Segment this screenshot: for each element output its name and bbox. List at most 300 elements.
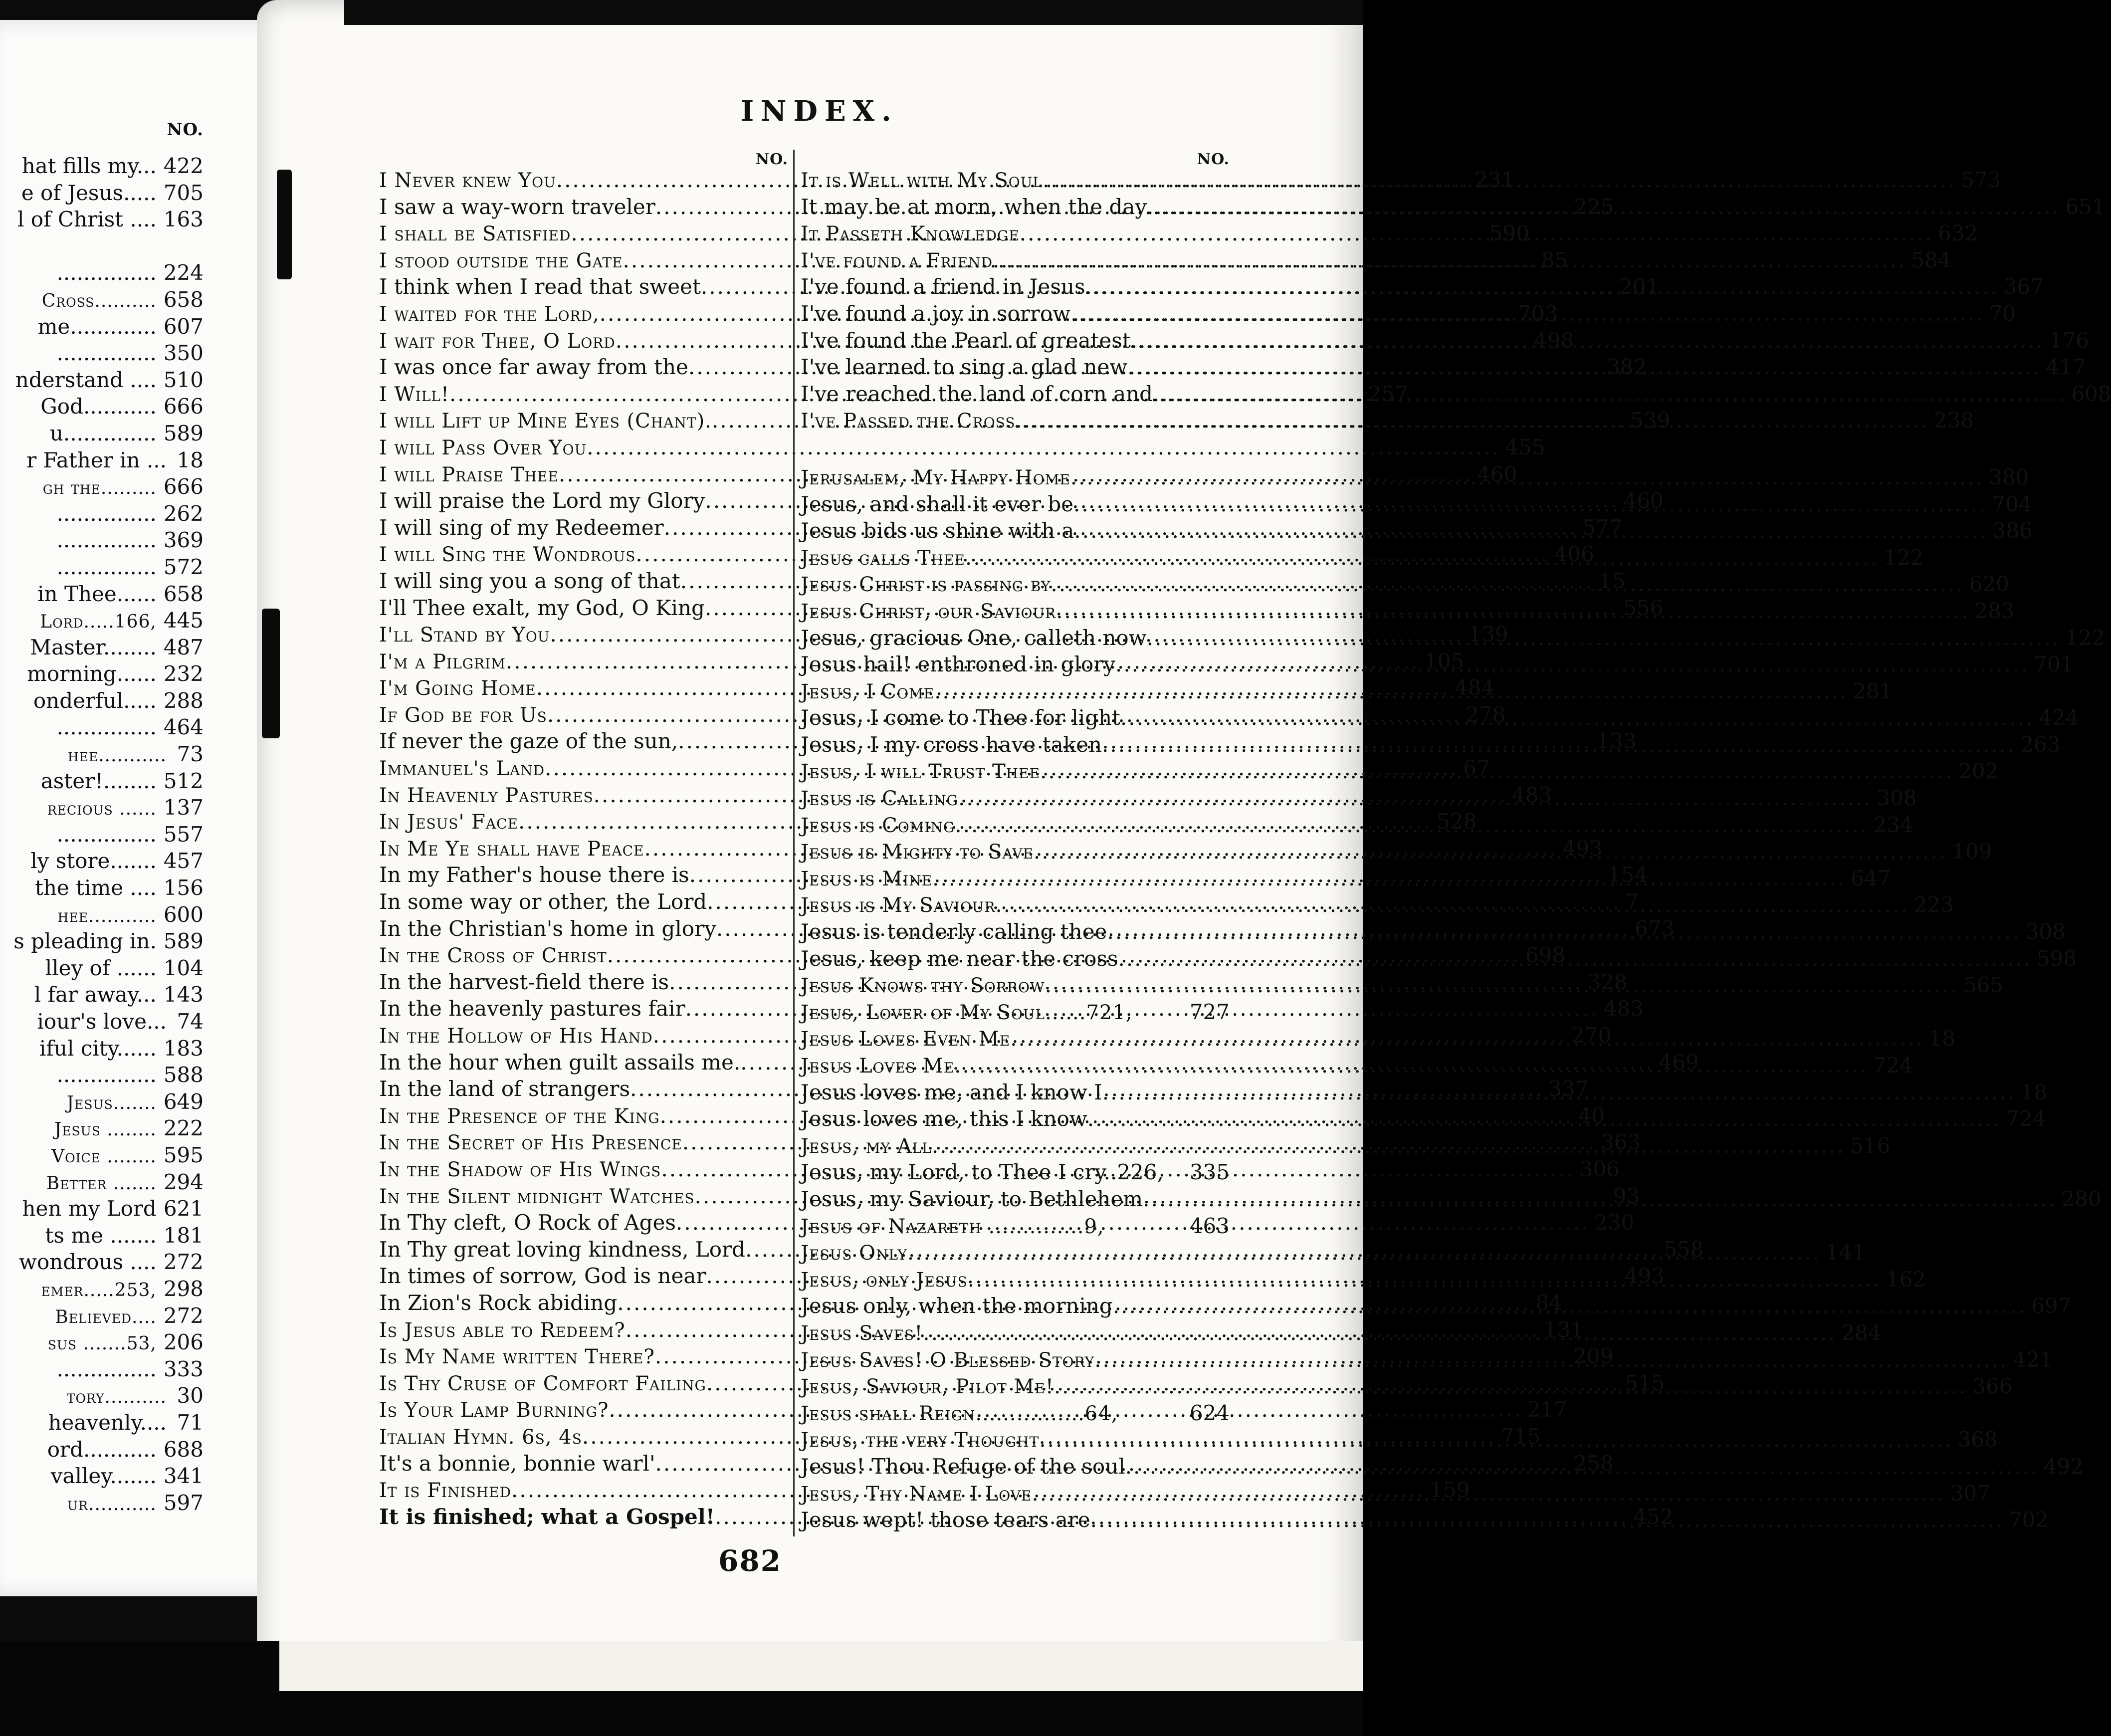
- entry-hymn-number: 658: [163, 287, 204, 312]
- entry-title: I Never knew You: [379, 169, 556, 192]
- index-entry: [0, 1116, 204, 1143]
- entry-title: onderful.....: [33, 688, 157, 713]
- entry-title: Believed....: [55, 1306, 157, 1327]
- entry-title: In Heavenly Pastures: [379, 784, 594, 807]
- entry-hymn-number: 133: [1596, 729, 1637, 754]
- entry-title: Jesus Loves Me: [801, 1055, 955, 1078]
- entry-hymn-number: 7: [1625, 889, 1639, 914]
- index-entry: [0, 1303, 204, 1330]
- entry-hymn-number: 382: [1607, 355, 1647, 380]
- entry-hymn-number: 417: [2046, 355, 2086, 380]
- entry-hymn-number: 222: [163, 1116, 204, 1141]
- entry-hymn-number: 176: [2049, 328, 2090, 353]
- entry-title: iful city......: [39, 1036, 157, 1061]
- entry-hymn-number: 565: [1963, 973, 2004, 998]
- entry-title: ur...........: [67, 1494, 157, 1515]
- entry-hymn-number: 183: [163, 1036, 204, 1061]
- entry-title: I waited for the Lord,: [379, 302, 600, 326]
- entry-hymn-number: 281: [1853, 678, 1893, 703]
- entry-title: emer.....253,: [41, 1280, 157, 1301]
- entry-title: I'm Going Home: [379, 677, 536, 700]
- entry-title: Jesus is Coming: [801, 814, 955, 837]
- entry-hymn-number: 573: [1961, 168, 2001, 192]
- entry-title: It's a bonnie, bonnie warl': [379, 1451, 655, 1476]
- entry-hymn-number: 460: [1623, 488, 1664, 513]
- entry-title: In the Silent midnight Watches: [379, 1185, 695, 1208]
- entry-title: Jerusalem, My Happy Home: [801, 466, 1070, 489]
- index-entry: [0, 929, 204, 956]
- entry-title: God...........: [40, 394, 157, 419]
- entry-title: Jesus Christ is passing by: [801, 573, 1051, 597]
- entry-hymn-number: 18: [1928, 1026, 1955, 1051]
- entry-title: Is Thy Cruse of Comfort Failing: [379, 1372, 706, 1395]
- column-no-heading: NO.: [755, 151, 788, 168]
- entry-hymn-number: 30: [177, 1383, 204, 1408]
- index-entry: [0, 474, 204, 501]
- entry-title: Jesus! Thou Refuge of the soul: [801, 1454, 1125, 1479]
- index-entry: [0, 582, 204, 609]
- index-entry: [0, 769, 204, 796]
- entry-title: Voice ........: [51, 1146, 157, 1167]
- entry-title: hen my Lord: [22, 1196, 157, 1221]
- entry-hymn-number: 455: [1505, 434, 1545, 459]
- entry-title: Jesus ........: [54, 1119, 157, 1140]
- entry-title: I've found a friend in Jesus: [801, 274, 1085, 299]
- index-entry: [0, 154, 204, 181]
- entry-title: Jesus, my All: [801, 1134, 932, 1158]
- entry-hymn-number: 516: [1850, 1133, 1891, 1158]
- entry-hymn-number: 666: [163, 394, 204, 419]
- index-entry: [0, 234, 204, 261]
- index-entry: [0, 1036, 204, 1063]
- entry-title: Jesus Saves!: [801, 1321, 923, 1345]
- entry-title: I'll Stand by You: [379, 624, 550, 647]
- entry-hymn-number: 557: [163, 822, 204, 847]
- entry-title: In the Christian's home in glory: [379, 916, 716, 941]
- entry-hymn-number: 143: [163, 982, 204, 1007]
- entry-title: I've found a joy in sorrow: [801, 301, 1071, 326]
- entry-title: Jesus is Mine: [801, 867, 933, 890]
- entry-hymn-number: 335: [1189, 1160, 1230, 1185]
- entry-title: s pleading in.: [13, 929, 157, 954]
- index-entry: [0, 1250, 204, 1277]
- entry-title: In the Hollow of His Hand: [379, 1025, 653, 1048]
- entry-title: wondrous ....: [18, 1250, 157, 1275]
- entry-hymn-number: 483: [1603, 996, 1644, 1021]
- entry-hymn-number: 328: [1587, 969, 1628, 994]
- entry-title: Jesus, and shall it ever be: [801, 491, 1074, 516]
- entry-title: I've Passed the Cross: [801, 410, 1016, 433]
- page-number: 682: [718, 1544, 782, 1578]
- entry-hymn-number: 724: [2006, 1106, 2046, 1131]
- entry-hymn-number: 366: [1972, 1374, 2013, 1399]
- index-entry: [0, 849, 204, 875]
- index-entry: [801, 435, 1230, 465]
- column-divider: [793, 150, 795, 1536]
- entry-hymn-number: 308: [1877, 786, 1917, 811]
- index-entry: [0, 608, 204, 635]
- entry-hymn-number: 510: [163, 367, 204, 392]
- entry-title: I wait for Thee, O Lord: [379, 329, 616, 353]
- entry-hymn-number: 702: [2008, 1508, 2049, 1532]
- entry-hymn-number: 647: [1851, 866, 1891, 890]
- entry-hymn-number: 141: [1826, 1240, 1866, 1265]
- entry-title: Jesus, Saviour, Pilot Me!: [801, 1375, 1054, 1399]
- entry-title: Is Your Lamp Burning?: [379, 1399, 609, 1422]
- entry-hymn-number: 539: [1630, 408, 1671, 433]
- entry-title: e of Jesus.....: [21, 180, 157, 205]
- entry-hymn-number: 93: [1613, 1183, 1640, 1208]
- entry-hymn-number: 278: [1466, 702, 1506, 727]
- entry-title: Jesus hail! enthroned in glory: [801, 652, 1115, 677]
- entry-title: I stood outside the Gate: [379, 249, 623, 272]
- entry-hymn-number: 272: [163, 1250, 204, 1275]
- entry-hymn-number: 18: [2021, 1080, 2048, 1104]
- entry-title: Italian Hymn. 6s, 4s: [379, 1425, 582, 1449]
- entry-hymn-number: 463: [1189, 1213, 1230, 1238]
- entry-title: Jesus, my Saviour, to Bethlehem: [801, 1186, 1143, 1211]
- entry-title: It Passeth Knowledge: [801, 222, 1020, 246]
- entry-title: ...............: [56, 501, 157, 526]
- entry-hymn-number: 421: [2013, 1347, 2053, 1372]
- entry-title: I saw a way-worn traveler: [379, 194, 655, 219]
- entry-title: Jesus is My Saviour: [801, 894, 996, 917]
- entry-hymn-number: 294: [163, 1169, 204, 1194]
- entry-title: Jesus, I come to Thee for light: [801, 705, 1120, 730]
- index-entry: [0, 501, 204, 528]
- entry-title: I'm a Pilgrim: [379, 650, 506, 673]
- entry-hymn-number: 380: [1989, 464, 2029, 489]
- previous-page-fragment: [0, 20, 289, 1596]
- index-entry: [0, 1383, 204, 1410]
- entry-title: In times of sorrow, God is near: [379, 1264, 706, 1289]
- entry-hymn-number: 528: [1437, 809, 1477, 834]
- entry-title: Jesus, I Come: [801, 680, 935, 703]
- entry-hymn-number: 715: [1500, 1424, 1541, 1449]
- entry-title: ...............: [56, 554, 157, 579]
- entry-hymn-number: 703: [1517, 301, 1558, 326]
- entry-hymn-number: 307: [1950, 1481, 1990, 1506]
- entry-hymn-number: 209: [1573, 1344, 1614, 1369]
- entry-title: Jesus loves me, this I know: [801, 1106, 1087, 1131]
- left-no-heading: NO.: [167, 120, 204, 140]
- index-entry: [0, 635, 204, 662]
- entry-hymn-number: 556: [1623, 595, 1664, 620]
- entry-title: Jesus calls Thee: [801, 546, 965, 570]
- entry-hymn-number: 201: [1619, 274, 1660, 299]
- entry-title: In Zion's Rock abiding: [379, 1290, 618, 1315]
- entry-hymn-number: 724: [1873, 1053, 1913, 1078]
- entry-hymn-number: 483: [1511, 782, 1552, 807]
- entry-title: Immanuel's Land: [379, 757, 545, 781]
- index-entry: [0, 688, 204, 715]
- entry-hymn-number: 18: [177, 447, 204, 472]
- entry-title: I will Sing the Wondrous: [379, 543, 636, 567]
- entry-title: Jesus Saves! O Blessed Story: [801, 1348, 1095, 1372]
- entry-title: ...............: [56, 1356, 157, 1381]
- index-entry: [0, 394, 204, 421]
- index-entry: [0, 1170, 204, 1197]
- entry-hymn-number: 109: [1952, 839, 1992, 864]
- entry-hymn-number: 202: [1958, 759, 1999, 784]
- entry-title: It is Well with My Soul: [801, 169, 1043, 192]
- entry-hymn-number: 262: [163, 501, 204, 526]
- entry-title: Is Jesus able to Redeem?: [379, 1318, 626, 1342]
- entry-title: In Thy great loving kindness, Lord: [379, 1237, 746, 1262]
- entry-title: If never the gaze of the sun,: [379, 729, 678, 754]
- entry-title: ...............: [56, 822, 157, 847]
- entry-title: Better .......: [46, 1173, 157, 1194]
- entry-hymn-number: 651: [2065, 194, 2106, 219]
- entry-title: morning......: [27, 661, 157, 686]
- entry-title: I will sing you a song of that: [379, 568, 680, 593]
- entry-hymn-number: 232: [163, 661, 204, 686]
- entry-title: I've reached the land of corn and: [801, 381, 1153, 406]
- entry-hymn-number: 406: [1554, 542, 1594, 567]
- entry-hymn-number: 697: [2031, 1294, 2072, 1318]
- entry-hymn-number: 306: [1579, 1156, 1620, 1181]
- entry-hymn-number: 493: [1624, 1264, 1665, 1289]
- entry-hymn-number: 367: [2003, 274, 2044, 299]
- entry-hymn-number: 223: [1913, 892, 1954, 917]
- entry-title: I will sing of my Redeemer: [379, 515, 664, 540]
- index-entry: [0, 1009, 204, 1036]
- entry-title: Jesus loves me, and I know I: [801, 1080, 1102, 1104]
- entry-title: ...............: [56, 260, 157, 285]
- entry-title: ...............: [56, 341, 157, 366]
- entry-title: In the hour when guilt assails me.: [379, 1050, 741, 1075]
- index-entry: [0, 1491, 204, 1518]
- entry-hymn-number: 298: [163, 1276, 204, 1301]
- entry-hymn-number: 705: [163, 180, 204, 205]
- entry-title: In the harvest-field there is: [379, 969, 669, 994]
- entry-hymn-number: 137: [163, 795, 204, 820]
- entry-title: If God be for Us: [379, 703, 547, 727]
- entry-title: Is My Name written There?: [379, 1345, 655, 1369]
- entry-hymn-number: 666: [163, 474, 204, 499]
- index-entry: [0, 260, 204, 287]
- entry-title: recious ......: [47, 799, 157, 820]
- entry-title: Jesus, keep me near the cross: [801, 946, 1118, 971]
- entry-title: Jesus is Mighty to Save: [801, 841, 1034, 864]
- index-entry: [801, 1401, 1230, 1428]
- entry-title: Jesus Christ, our Saviour: [801, 600, 1056, 623]
- entry-title: u..............: [49, 421, 157, 445]
- entry-title: tory..........: [66, 1387, 167, 1408]
- entry-title: lley of ......: [45, 955, 157, 980]
- entry-hymn-number: 154: [1608, 863, 1648, 887]
- index-entry: [801, 1000, 1230, 1027]
- entry-hymn-number: 688: [163, 1437, 204, 1462]
- entry-hymn-number: 105: [1424, 649, 1465, 673]
- page-bottom-edge: [279, 1641, 1363, 1691]
- entry-title: hat fills my...: [21, 154, 157, 178]
- entry-hymn-number: 84: [1535, 1290, 1562, 1315]
- entry-title: In Me Ye shall have Peace: [379, 837, 644, 861]
- entry-title: I've learned to sing a glad new: [801, 355, 1128, 380]
- index-entry: [0, 982, 204, 1009]
- entry-hymn-number: 386: [1992, 518, 2033, 543]
- entry-title: Jesus only, when the morning: [801, 1294, 1113, 1318]
- entry-hymn-number: 122: [2065, 625, 2106, 650]
- entry-title: In my Father's house there is: [379, 863, 689, 887]
- entry-title: Jesus, Lover of My Soul......721,: [801, 1001, 1133, 1024]
- entry-hymn-number: 588: [163, 1063, 204, 1087]
- entry-title: r Father in ...: [26, 447, 167, 472]
- entry-hymn-number: 104: [163, 955, 204, 980]
- entry-hymn-number: 469: [1659, 1050, 1699, 1075]
- entry-title: It is Finished: [379, 1479, 512, 1503]
- index-entry: [0, 287, 204, 314]
- entry-hymn-number: 238: [1933, 408, 1974, 433]
- entry-title: aster!........: [40, 768, 157, 793]
- entry-hymn-number: 460: [1477, 461, 1517, 486]
- entry-hymn-number: 658: [163, 581, 204, 606]
- entry-hymn-number: 270: [1571, 1023, 1612, 1048]
- index-entry: [0, 1410, 204, 1437]
- entry-hymn-number: 624: [1189, 1400, 1230, 1425]
- entry-hymn-number: 67: [1463, 756, 1490, 781]
- entry-hymn-number: 230: [1594, 1210, 1635, 1235]
- entry-hymn-number: 632: [1938, 221, 1978, 246]
- entry-hymn-number: 159: [1430, 1478, 1470, 1503]
- entry-hymn-number: 234: [1873, 812, 1913, 837]
- entry-hymn-number: 424: [2039, 705, 2079, 730]
- entry-hymn-number: 498: [1533, 328, 1574, 353]
- entry-title: In the Secret of His Presence: [379, 1131, 682, 1155]
- entry-hymn-number: 464: [163, 715, 204, 740]
- entry-title: Master........: [30, 635, 157, 659]
- entry-title: ord...........: [47, 1437, 157, 1462]
- entry-title: gh the.........: [42, 478, 157, 499]
- entry-hymn-number: 621: [163, 1196, 204, 1221]
- entry-title: In some way or other, the Lord: [379, 889, 707, 914]
- entry-title: Jesus Loves Even Me: [801, 1028, 1011, 1051]
- entry-title: ...............: [56, 528, 157, 553]
- entry-hymn-number: 701: [2034, 652, 2074, 677]
- entry-hymn-number: 584: [1911, 247, 1951, 272]
- index-entry: [0, 1063, 204, 1089]
- column-no-heading: NO.: [1197, 151, 1230, 168]
- entry-hymn-number: 704: [1992, 491, 2032, 516]
- entry-title: Jesus is tenderly calling thee: [801, 919, 1107, 944]
- entry-hymn-number: 595: [163, 1142, 204, 1167]
- index-entry: [0, 448, 204, 475]
- left-index-list: [0, 154, 204, 1517]
- entry-title: hee...........: [67, 745, 167, 766]
- entry-title: I'll Thee exalt, my God, O King: [379, 595, 705, 620]
- entry-hymn-number: 598: [2036, 946, 2077, 971]
- entry-title: ...............: [56, 1063, 157, 1087]
- entry-hymn-number: 727: [1189, 999, 1230, 1024]
- entry-hymn-number: 445: [163, 608, 204, 633]
- entry-title: I've found the Pearl of greatest: [801, 328, 1131, 353]
- index-entry: [0, 1223, 204, 1250]
- entry-title: l of Christ ....: [17, 207, 157, 232]
- index-entry: [0, 181, 204, 208]
- entry-title: Jesus is Calling: [801, 787, 959, 811]
- entry-hymn-number: 369: [163, 528, 204, 553]
- entry-title: I shall be Satisfied: [379, 222, 571, 246]
- index-entry: [0, 1357, 204, 1384]
- entry-hymn-number: 698: [1525, 943, 1566, 968]
- entry-title: In the Presence of the King: [379, 1104, 660, 1128]
- entry-hymn-number: 139: [1468, 622, 1508, 647]
- entry-hymn-number: 492: [2043, 1454, 2084, 1479]
- index-entry: [0, 555, 204, 582]
- entry-title: ...............: [56, 715, 157, 740]
- entry-hymn-number: 673: [1635, 916, 1675, 941]
- entry-hymn-number: 590: [1489, 221, 1529, 246]
- entry-hymn-number: 122: [1884, 545, 1924, 570]
- entry-hymn-number: 280: [2061, 1186, 2102, 1211]
- entry-hymn-number: 484: [1454, 675, 1495, 700]
- entry-title: in Thee......: [37, 581, 157, 606]
- index-entry: [0, 1437, 204, 1464]
- entry-hymn-number: 156: [163, 875, 204, 900]
- entry-title: Jesus wept! those tears are: [801, 1508, 1090, 1532]
- entry-title: the time ....: [34, 875, 157, 900]
- index-entry: [801, 1214, 1230, 1241]
- index-entry: [0, 207, 204, 234]
- entry-title: In Jesus' Face: [379, 811, 518, 834]
- index-entry: [0, 1330, 204, 1357]
- entry-hymn-number: 131: [1544, 1317, 1584, 1342]
- entry-hymn-number: 163: [163, 207, 204, 232]
- entry-title: Jesus bids us shine with a: [801, 518, 1074, 543]
- index-entry: [0, 341, 204, 368]
- entry-hymn-number: 70: [1989, 301, 2016, 326]
- entry-title: iour's love...: [37, 1009, 167, 1034]
- entry-hymn-number: 597: [163, 1490, 204, 1515]
- entry-title: ly store.......: [30, 849, 157, 873]
- entry-hymn-number: 363: [1601, 1130, 1641, 1155]
- entry-title: hee...........: [57, 905, 157, 926]
- entry-hymn-number: 368: [1957, 1427, 1998, 1452]
- entry-title: It may be at morn, when the day: [801, 194, 1147, 219]
- entry-title: I will Praise Thee: [379, 463, 559, 486]
- entry-hymn-number: 649: [163, 1089, 204, 1114]
- entry-title: I've found a Friend: [801, 249, 993, 272]
- entry-hymn-number: 258: [1573, 1451, 1614, 1476]
- entry-hymn-number: 589: [163, 421, 204, 445]
- entry-hymn-number: 308: [2025, 919, 2066, 944]
- entry-hymn-number: 74: [177, 1009, 204, 1034]
- entry-hymn-number: 608: [2071, 381, 2111, 406]
- entry-title: me.............: [37, 314, 157, 339]
- entry-hymn-number: 350: [163, 341, 204, 366]
- entry-hymn-number: 40: [1578, 1103, 1605, 1128]
- entry-hymn-number: 337: [1548, 1077, 1589, 1101]
- entry-hymn-number: 515: [1625, 1370, 1665, 1395]
- entry-hymn-number: 457: [163, 849, 204, 873]
- index-entry: [0, 1277, 204, 1303]
- index-entry: [0, 1089, 204, 1116]
- entry-hymn-number: 620: [1969, 572, 2009, 597]
- entry-hymn-number: 217: [1527, 1397, 1567, 1422]
- entry-title: ts me .......: [45, 1223, 157, 1248]
- entry-hymn-number: 487: [163, 635, 204, 659]
- entry-title: sus .......53,: [47, 1333, 157, 1354]
- entry-hymn-number: 181: [163, 1223, 204, 1248]
- entry-hymn-number: 341: [163, 1464, 204, 1489]
- entry-hymn-number: 572: [163, 554, 204, 579]
- index-entry: [0, 1464, 204, 1491]
- entry-title: Cross..........: [41, 290, 157, 311]
- entry-hymn-number: 224: [163, 260, 204, 285]
- entry-title: Jesus Knows thy Sorrow: [801, 974, 1045, 998]
- entry-hymn-number: 607: [163, 314, 204, 339]
